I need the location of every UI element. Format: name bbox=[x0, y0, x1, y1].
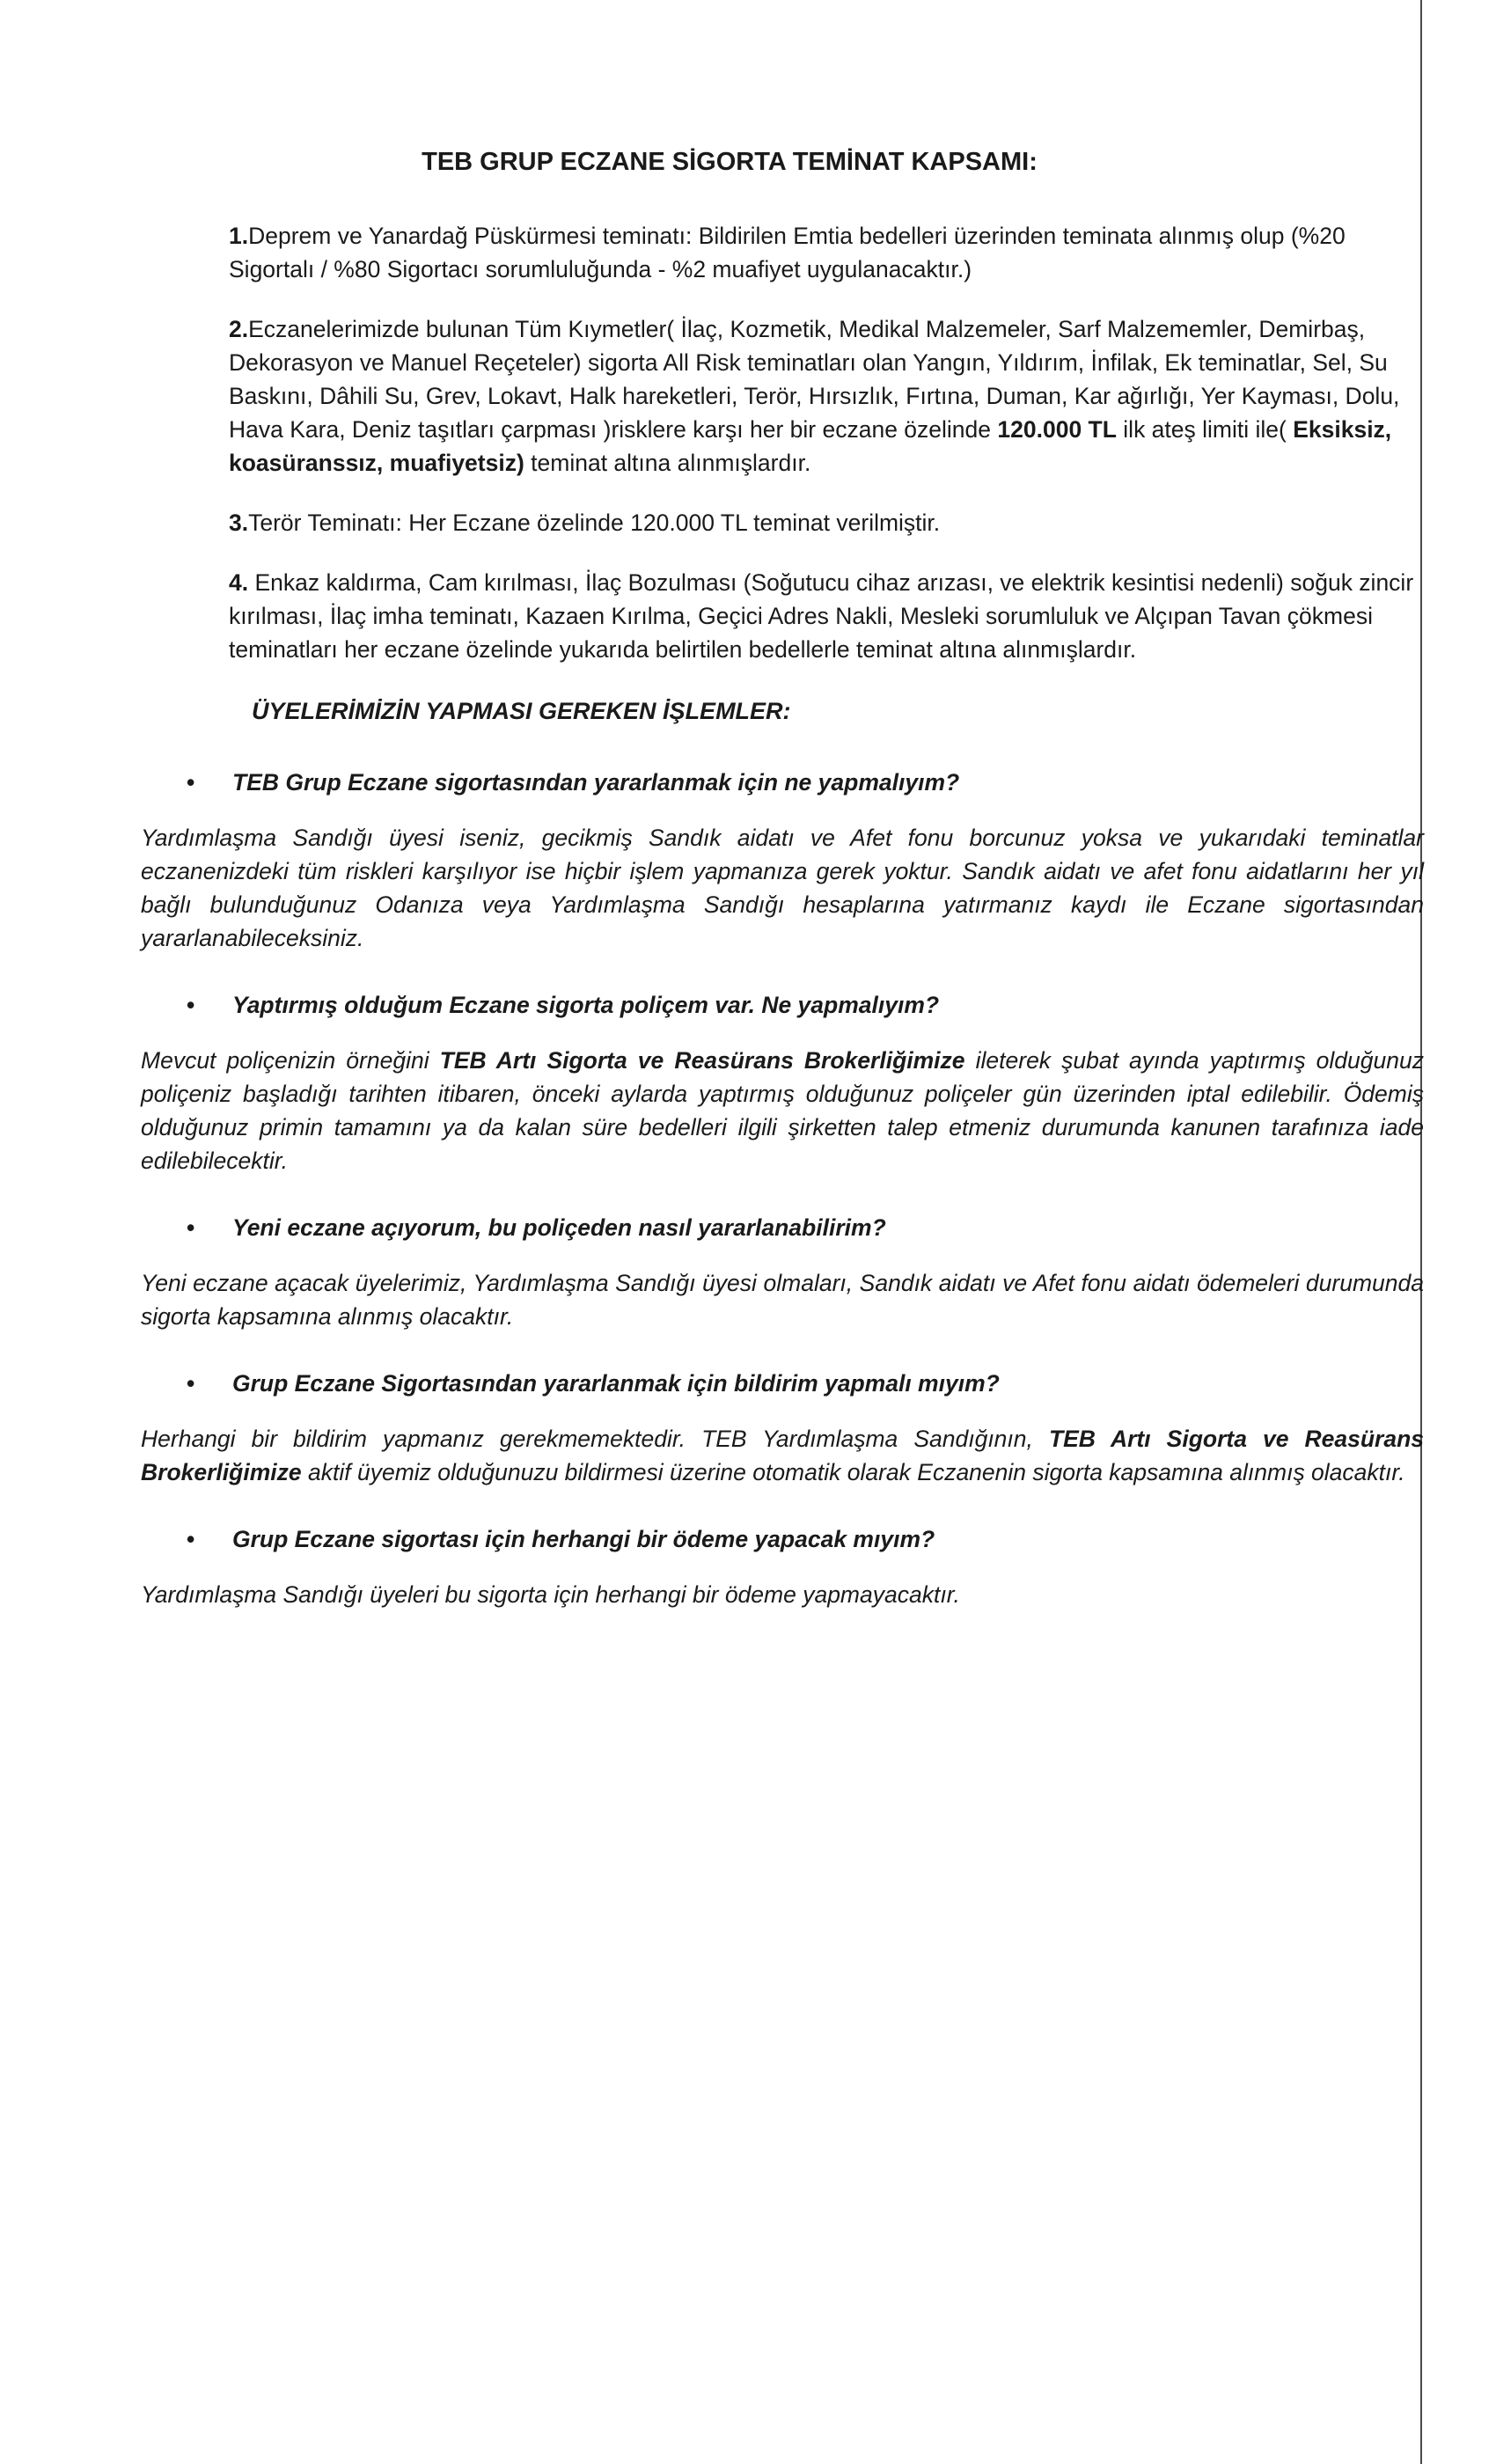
faq-answer-text: ileterek şubat ayında yaptırmış olduğunuz poliçeniz başladığı tarihten itibaren, önceki aylarda yaptırmış olduğunuz poliçeler gün üzerinden iptal edilebilir. Ödemiş olduğunuz primin tamamını ya da kalan süre bedelleri ilgili şirketten talep etmeniz durumunda kanunen tarafınıza iade edilebilecektir. bbox=[141, 1047, 1424, 1174]
faq-question bbox=[141, 992, 1424, 1019]
clause-text: teminat altına alınmışlardır. bbox=[531, 450, 811, 476]
faq-answer-text: Mevcut poliçenizin örneğini bbox=[141, 1047, 429, 1074]
bullet-icon: • bbox=[187, 1370, 195, 1397]
faq-question-text: Yeni eczane açıyorum, bu poliçeden nasıl yararlanabilirim? bbox=[232, 1214, 886, 1241]
bullet-icon: • bbox=[187, 769, 195, 796]
faq-answer bbox=[141, 1044, 1424, 1177]
clause-2 bbox=[141, 312, 1424, 480]
bullet-icon: • bbox=[187, 1526, 195, 1552]
faq-question-text: Grup Eczane Sigortasından yararlanmak için bildirim yapmalı mıyım? bbox=[232, 1370, 1000, 1397]
clause-text: Terör Teminatı: Her Eczane özelinde 120.000 TL teminat verilmiştir. bbox=[248, 510, 941, 536]
faq-question bbox=[141, 769, 1424, 796]
faq-question-text: Yaptırmış olduğum Eczane sigorta poliçem var. Ne yapmalıyım? bbox=[232, 992, 940, 1018]
faq-question-text: TEB Grup Eczane sigortasından yararlanmak için ne yapmalıyım? bbox=[232, 769, 960, 796]
faq-answer-text: aktif üyemiz olduğunuzu bildirmesi üzerine otomatik olarak Eczanenin sigorta kapsamına alınmış olacaktır. bbox=[308, 1459, 1405, 1485]
bullet-icon: • bbox=[187, 992, 195, 1018]
faq-answer: Yardımlaşma Sandığı üyesi iseniz, gecikmiş Sandık aidatı ve Afet fonu borcunuz yoksa ve yukarıdaki teminatlar eczanenizdeki tüm riskleri karşılıyor ise hiçbir işlem yapmanıza gerek yoktur. Sandık aidatı ve afet fonu aidatlarını her yıl bağlı bulunduğunuz Odanıza veya Yardımlaşma Sandığı hesaplarına yatırmanız kaydı ile Eczane sigortasından yararlanabileceksiniz. bbox=[141, 825, 1424, 951]
clause-text: Enkaz kaldırma, Cam kırılması, İlaç Bozulması (Soğutucu cihaz arızası, ve elektrik kesintisi nedenli) soğuk zincir kırılması, İlaç imha teminatı, Kazaen Kırılma, Geçici Adres Nakli, Mesleki sorumluluk ve Alçıpan Tavan çökmesi teminatları her eczane özelinde yukarıda belirtilen bedellerle teminat altına alınmışlardır. bbox=[229, 569, 1414, 663]
faq-question bbox=[141, 1214, 1424, 1242]
faq-answer-text: Herhangi bir bildirim yapmanız gerekmemektedir. TEB Yardımlaşma Sandığının, bbox=[141, 1426, 1033, 1452]
document-body bbox=[141, 148, 1424, 1648]
faq-answer: Yeni eczane açacak üyelerimiz, Yardımlaşma Sandığı üyesi olmaları, Sandık aidatı ve Afet fonu aidatı ödemeleri durumunda sigorta kapsamına alınmış olacaktır. bbox=[141, 1270, 1424, 1330]
section-heading: ÜYELERİMİZİN YAPMASI GEREKEN İŞLEMLER: bbox=[252, 698, 791, 724]
page-title: TEB GRUP ECZANE SİGORTA TEMİNAT KAPSAMI: bbox=[422, 148, 1038, 176]
clause-text: ilk ateş limiti ile( bbox=[1123, 416, 1287, 443]
clause-text: Eczanelerimizde bulunan Tüm Kıymetler( İlaç, Kozmetik, Medikal Malzemeler, Sarf Malzememler, Demirbaş, Dekorasyon ve Manuel Reçeteler) sigorta All Risk teminatları olan Yangın, Yıldırım, İnfilak, Ek teminatlar, Sel, Su Baskını, Dâhili Su, Grev, Lokavt, Halk hareketleri, Terör, Hırsızlık, Fırtına, Duman, Kar ağırlığı, Yer Kayması, Dolu, Hava Kara, Deniz taşıtları çarpması )risklere karşı her bir eczane özelinde bbox=[229, 316, 1400, 443]
clause-4 bbox=[141, 566, 1424, 666]
clause-number: 3. bbox=[229, 510, 249, 536]
broker-name: TEB Artı Sigorta ve Reasürans Brokerliğimize bbox=[439, 1047, 965, 1074]
clause-number: 1. bbox=[229, 223, 249, 249]
faq-answer bbox=[141, 1422, 1424, 1489]
faq-answer: Yardımlaşma Sandığı üyeleri bu sigorta için herhangi bir ödeme yapmayacaktır. bbox=[141, 1581, 960, 1608]
clause-number: 2. bbox=[229, 316, 249, 342]
faq-question-text: Grup Eczane sigortası için herhangi bir ödeme yapacak mıyım? bbox=[232, 1526, 935, 1552]
clause-number: 4. bbox=[229, 569, 249, 596]
clause-text: Deprem ve Yanardağ Püskürmesi teminatı: Bildirilen Emtia bedelleri üzerinden teminata alınmış olup (%20 Sigortalı / %80 Sigortacı sorumluluğunda - %2 muafiyet uygulanacaktır.) bbox=[229, 223, 1346, 282]
faq-question bbox=[141, 1370, 1424, 1397]
clause-3 bbox=[141, 506, 1424, 539]
clause-terms: Eksiksiz, koasüranssız, muafiyetsiz) bbox=[229, 416, 1392, 476]
clause-1 bbox=[141, 219, 1424, 286]
bullet-icon: • bbox=[187, 1214, 195, 1241]
broker-name: TEB Artı Sigorta ve Reasürans Brokerliğimize bbox=[141, 1426, 1425, 1485]
clause-amount: 120.000 TL bbox=[997, 416, 1117, 443]
faq-question bbox=[141, 1526, 1424, 1553]
